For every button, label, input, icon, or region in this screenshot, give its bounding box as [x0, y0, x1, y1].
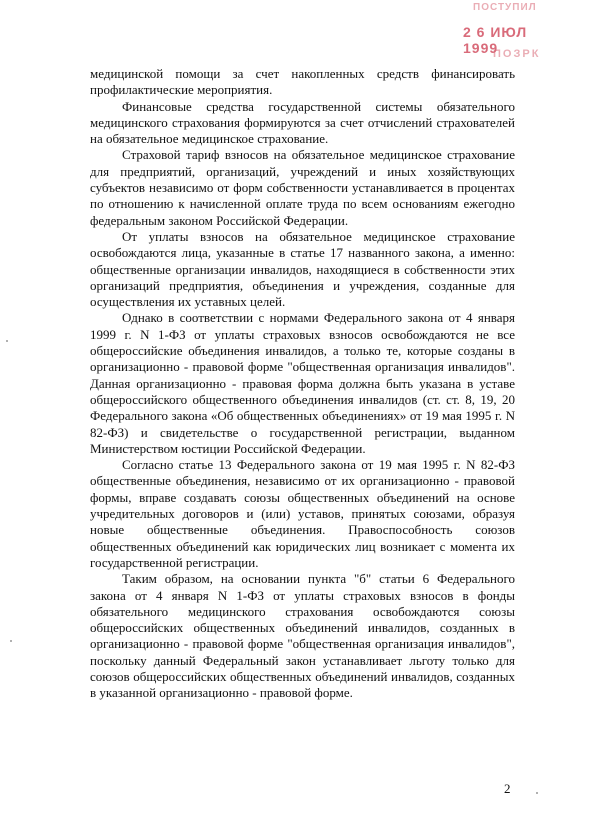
paragraph-exemptions: От уплаты взносов на обязательное медицинское страхование освобождаются лица, указанные в статье 17 названного закона, а именно: общественные организации инвалидов, находящиеся в собственности этих организаций предприятия, объединения и учреждения, созданные для осуществления их уставных целей.: [90, 228, 515, 310]
paragraph-conclusion: Таким образом, на основании пункта "б" статьи 6 Федерального закона от 4 января N 1-ФЗ от уплаты страховых взносов в фонды обязательного медицинского страхования освобождаются союзы общероссийских общественных объединений инвалидов, созданных в организационно - правовой форме "общественная организация инвалидов", поскольку данный Федеральный закон устанавливает льготу только для союзов общероссийских общественных объединений инвалидов, созданных в указанной организационно - правовой форме.: [90, 571, 515, 701]
stamp-bottom-text: ПОЗРК: [493, 48, 541, 60]
received-stamp: [463, 0, 563, 70]
paragraph-financial-means: Финансовые средства государственной системы обязательного медицинского страхования формируются за счет отчислений страхователей на обязательное медицинское страхование.: [90, 98, 515, 147]
document-body: [90, 66, 515, 702]
scan-speck: [10, 640, 12, 642]
paragraph-article-13: Согласно статье 13 Федерального закона от 19 мая 1995 г. N 82-ФЗ общественные объединения, независимо от их организационно - правовой формы, вправе создавать союзы общественных объединений на основе учредительных договоров и (или) уставов, принятых союзами, образуя новые общественные объединения. Правоспособность союзов общественных объединений как юридических лиц возникает с момента их государственной регистрации.: [90, 457, 515, 570]
paragraph-federal-law-1999: Однако в соответствии с нормами Федерального закона от 4 января 1999 г. N 1-ФЗ от уплаты страховых взносов освобождаются не все общероссийские объединения инвалидов, а только те, которые созданы в организационно - правовой форме "общественная организация инвалидов". Данная организационно - правовая форма должна быть указана в уставе общероссийского общественного объединения инвалидов (ст. ст. 8, 19, 20 Федерального закона «Об общественных объединениях» от 19 мая 1995 г. N 82-ФЗ) и свидетельстве о государственной регистрации, выданном Министерством юстиции Российской Федерации.: [90, 310, 515, 456]
paragraph-continuation: медицинской помощи за счет накопленных средств финансировать профилактические мероприятия.: [90, 66, 515, 98]
stamp-date: 2 6 ИЮЛ 1999: [463, 24, 528, 56]
page-number: 2: [504, 781, 511, 796]
scan-speck: [536, 792, 538, 794]
paragraph-insurance-tariff: Страховой тариф взносов на обязательное медицинское страхование для предприятий, организаций, учреждений и иных хозяйствующих субъектов независимо от форм собственности устанавливается в процентах по отношению к начисленной оплате труда по всем основаниям ежегодно федеральным законом Российской Федерации.: [90, 147, 515, 228]
stamp-top-text: ПОСТУПИЛ: [473, 2, 537, 13]
scan-speck: [6, 340, 8, 342]
